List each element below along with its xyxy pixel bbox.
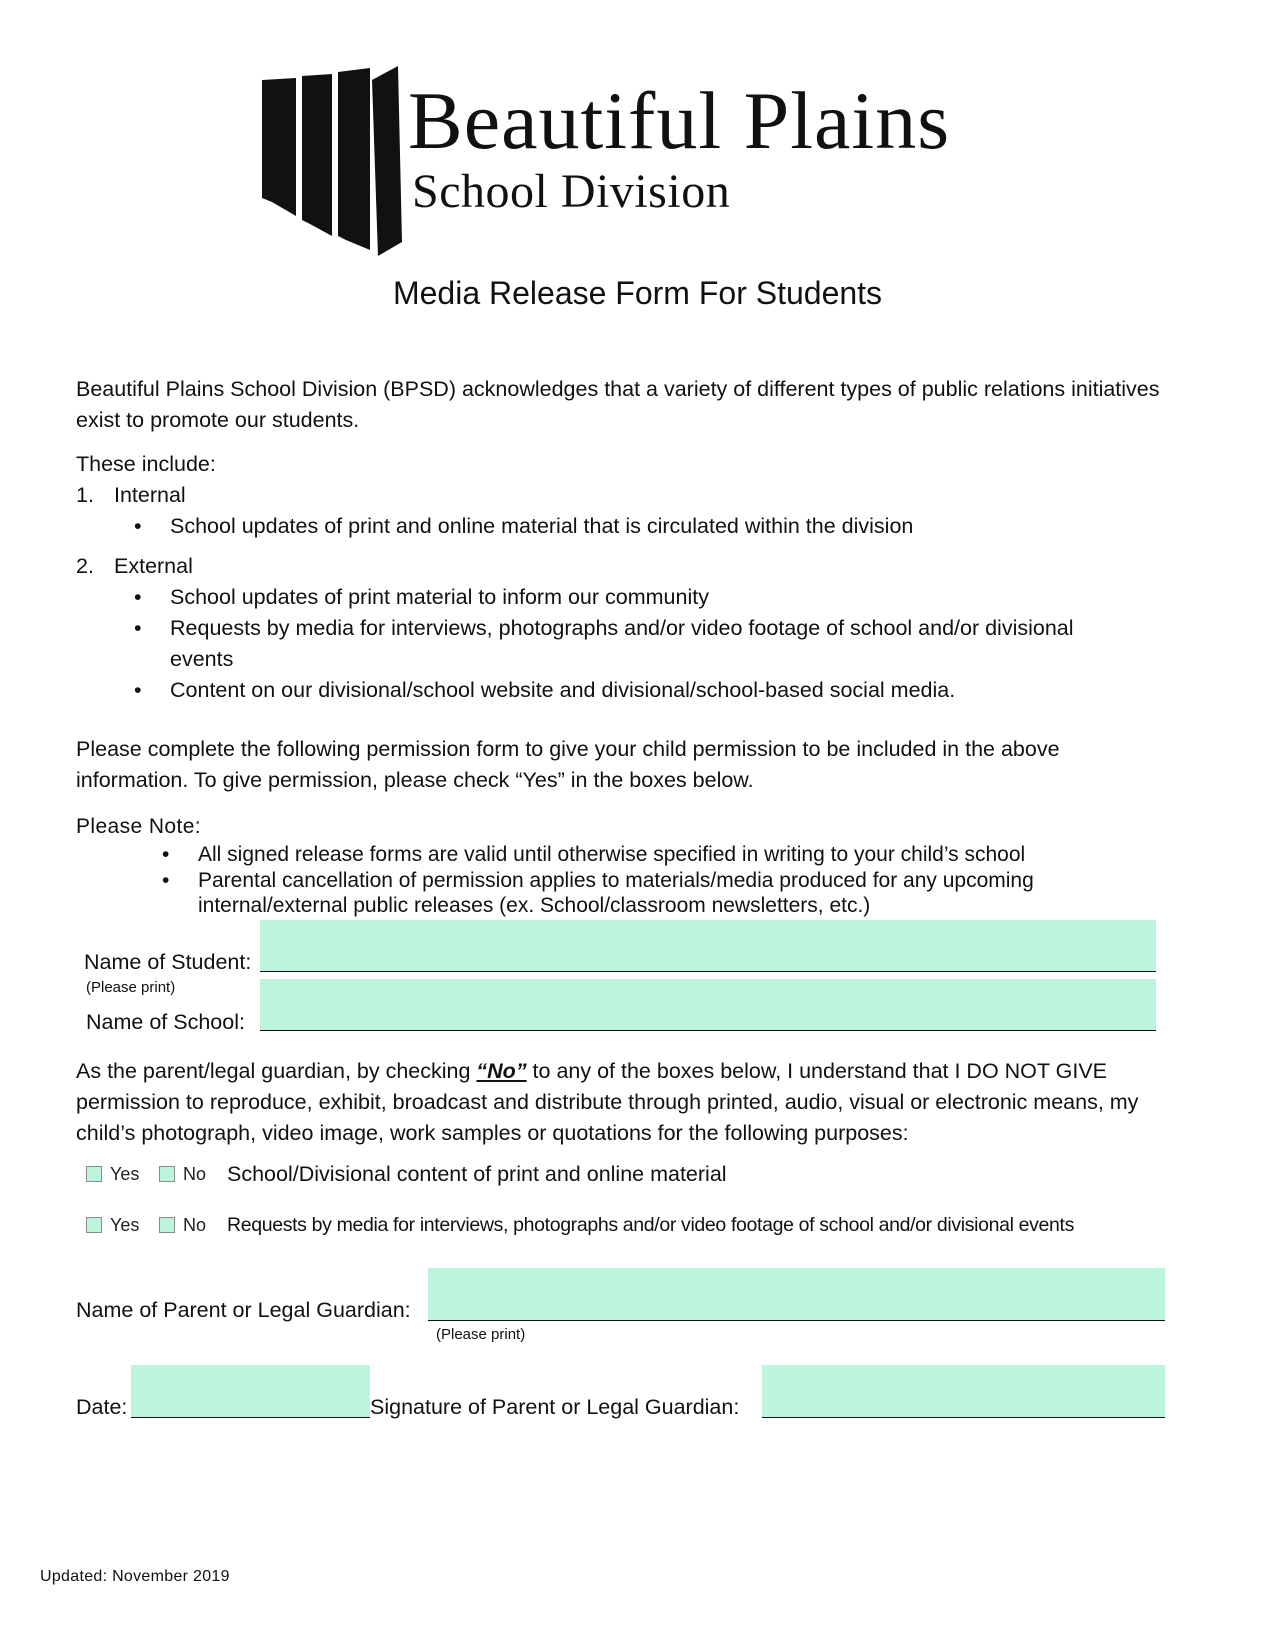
please-print-note: (Please print) (436, 1326, 526, 1343)
date-label: Date: (76, 1395, 128, 1419)
school-name-label: Name of School: (86, 1010, 245, 1034)
these-include-label: These include: (76, 452, 216, 476)
list-item: • Content on our divisional/school website and divisional/school-based social media. (134, 675, 1134, 706)
section-number: 1. (76, 483, 94, 507)
no-label: No (183, 1215, 207, 1235)
no-label: No (183, 1164, 207, 1184)
note-heading: Please Note: (76, 815, 202, 838)
yes-label: Yes (110, 1215, 140, 1235)
list-item: • Parental cancellation of permission applies to materials/media produced for any upcoming internal/external public releases (ex. School/classroom newsletters, etc.) (162, 869, 1034, 917)
updated-footer: Updated: November 2019 (40, 1568, 230, 1585)
logo-subtitle: School Division (412, 165, 731, 218)
list-item: • School updates of print material to inform our community (134, 582, 1134, 613)
no-emphasis: “No” (476, 1059, 527, 1083)
field-underline (260, 971, 1156, 972)
signature-field[interactable] (762, 1365, 1165, 1418)
list-item: • All signed release forms are valid until otherwise specified in writing to your child’s school (162, 843, 1026, 866)
intro-paragraph: Beautiful Plains School Division (BPSD) acknowledges that a variety of different types of public relations initiatives exist to promote our students. (76, 377, 1160, 432)
section-external (76, 551, 276, 582)
consent-1-yes-checkbox[interactable] (86, 1166, 102, 1182)
section-internal (76, 480, 276, 511)
signature-label: Signature of Parent or Legal Guardian: (370, 1395, 740, 1419)
logo-title: Beautiful Plains (408, 75, 951, 166)
list-item: • Requests by media for interviews, photographs and/or video footage of school and/or divisional events (134, 613, 1134, 675)
instructions-paragraph: Please complete the following permission form to give your child permission to be included in the above information. To give permission, please check “Yes” in the boxes below. (76, 737, 1060, 792)
bullet-icon: • (134, 678, 142, 702)
consent-1-no-checkbox[interactable] (159, 1166, 175, 1182)
school-name-field[interactable] (260, 979, 1156, 1031)
yes-label: Yes (110, 1164, 140, 1184)
bullet-icon: • (134, 514, 142, 538)
guardian-statement: As the parent/legal guardian, by checking “No” to any of the boxes below, I understand that I DO NOT GIVE permission to reproduce, exhibit, broadcast and distribute through printed, audio, visual or electronic means, my child’s photograph, video image, work samples or quotations for the following purposes: (76, 1059, 1139, 1145)
bullet-icon: • (134, 616, 142, 640)
please-print-note: (Please print) (86, 979, 176, 996)
student-name-field[interactable] (260, 920, 1156, 972)
parent-name-field[interactable] (428, 1268, 1165, 1321)
consent-1-text: School/Divisional content of print and online material (227, 1162, 727, 1186)
parent-name-label: Name of Parent or Legal Guardian: (76, 1298, 411, 1322)
list-item: • School updates of print and online material that is circulated within the division (134, 511, 1134, 542)
field-underline (428, 1320, 1165, 1321)
bullet-icon: • (162, 843, 170, 866)
consent-2-yes-checkbox[interactable] (86, 1217, 102, 1233)
consent-2-text: Requests by media for interviews, photographs and/or video footage of school and/or divisional events (227, 1214, 1075, 1236)
bullet-icon: • (134, 585, 142, 609)
page-title: Media Release Form For Students (392, 275, 883, 311)
bullet-icon: • (162, 869, 170, 892)
consent-2-no-checkbox[interactable] (159, 1217, 175, 1233)
student-name-label: Name of Student: (84, 950, 252, 974)
book-logo-icon (262, 66, 402, 256)
field-underline (762, 1417, 1165, 1418)
date-field[interactable] (131, 1365, 370, 1418)
section-label: External (114, 554, 193, 578)
section-label: Internal (114, 483, 186, 507)
section-number: 2. (76, 554, 94, 578)
field-underline (131, 1417, 370, 1418)
field-underline (260, 1030, 1156, 1031)
